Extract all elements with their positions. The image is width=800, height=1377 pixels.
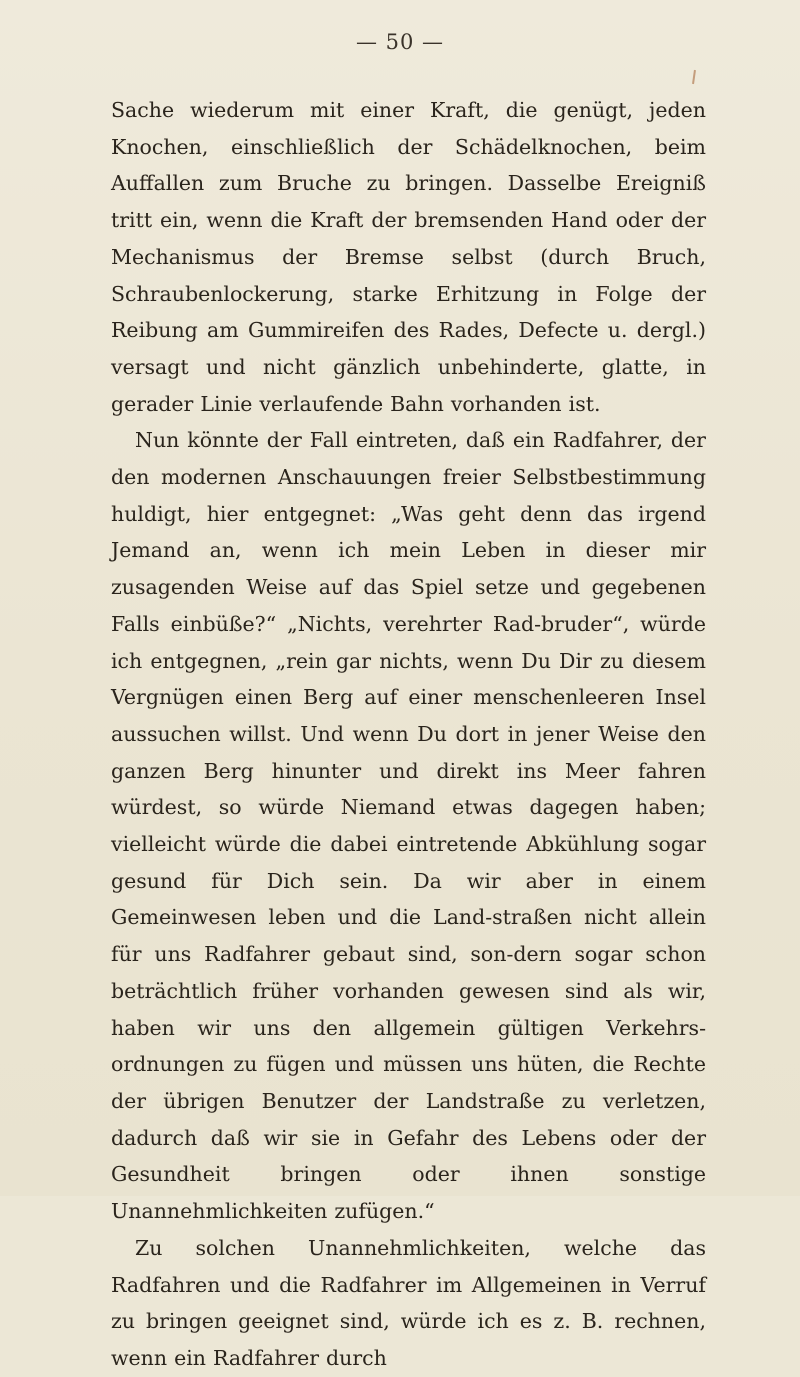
paragraph-brake-failure: Sache wiederum mit einer Kraft, die genügt, jeden Knochen, einschließlich der Schädelknochen, beim Auffallen zum Bruche zu bringen. Dasselbe Ereigniß tritt ein, wenn die Kraft der bremsenden Hand oder der Mechanismus der Bremse selbst (durch Bruch, Schraubenlockerung, starke Erhitzung in Folge der Reibung am Gummireifen des Rades, Defecte u. dergl.) versagt und nicht gänzlich unbehinderte, glatte, in gerader Linie verlaufende Bahn vorhanden ist. (111, 98, 706, 416)
paragraph-cyclist-dialogue: Nun könnte der Fall eintreten, daß ein Radfahrer, der den modernen Anschauungen freier Selbstbestimmung huldigt, hier entgegnet: „Was geht denn das irgend Jemand an, wenn ich mein Leben in dieser mir zusagenden Weise auf das Spiel setze und gegebenen Falls einbüße?“ „Nichts, verehrter Rad-bruder“, würde ich entgegnen, „rein gar nichts, wenn Du Dir zu diesem Vergnügen einen Berg auf einer menschenleeren Insel aussuchen willst. Und wenn Du dort in jener Weise den ganzen Berg hinunter und direkt ins Meer fahren würdest, so würde Niemand etwas dagegen haben; vielleicht würde die dabei eintretende Abkühlung sogar gesund für Dich sein. Da wir aber in einem Gemeinwesen leben und die Land-straßen nicht allein für uns Radfahrer gebaut sind, son-dern sogar schon beträchtlich früher vorhanden gewesen sind als wir, haben wir uns den allgemein gültigen Verkehrs-ordnungen zu fügen und müssen uns hüten, die Rechte der übrigen Benutzer der Landstraße zu verletzen, dadurch daß wir sie in Gefahr des Lebens oder der Gesundheit bringen oder ihnen sonstige Unannehmlichkeiten zufügen.“ (111, 428, 706, 1224)
ink-mark (692, 70, 696, 84)
page-number: — 50 — (355, 30, 445, 54)
paragraph-nuisances: Zu solchen Unannehmlichkeiten, welche das Radfahren und die Radfahrer im Allgemeinen in Verruf zu bringen geeignet sind, würde ich es z. B. rechnen, wenn ein Radfahrer durch (111, 1235, 706, 1370)
body-text (111, 92, 706, 1377)
